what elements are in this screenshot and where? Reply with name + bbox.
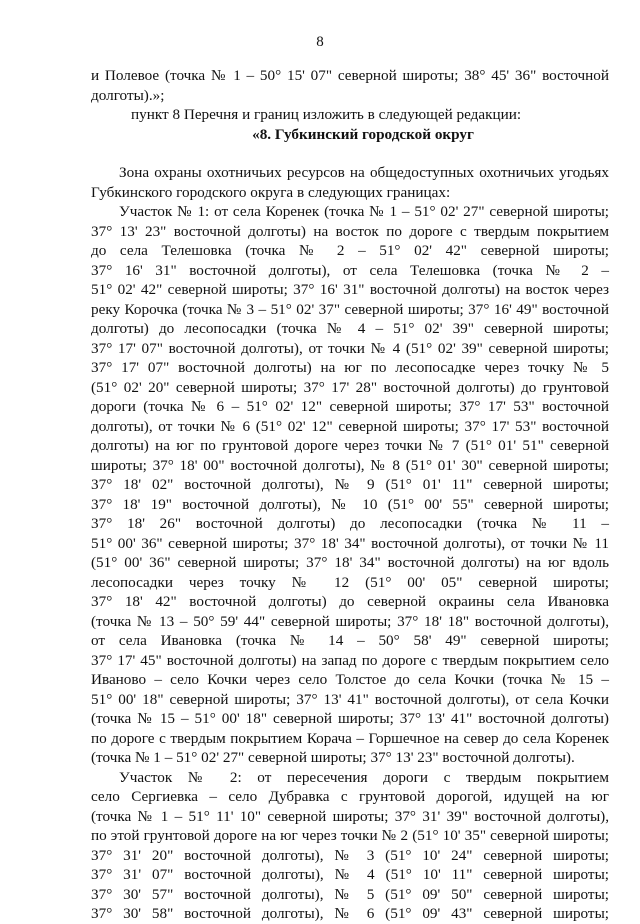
paragraph-line: (точка № 1 – 51° 02' 27" северной широты; 37° 13' 23" восточной долготы). bbox=[91, 749, 575, 766]
paragraph-line: 37° 18' 19" восточной долготы), № 10 (51° 00' 55" северной широты; bbox=[91, 495, 609, 513]
paragraph-line: от села Ивановка (точка № 14 – 50° 58' 49" северной широты; bbox=[91, 632, 609, 649]
paragraph-line: реку Корочка (точка № 3 – 51° 02' 37" северной широты; 37° 16' 49" восточной bbox=[91, 300, 609, 318]
paragraph-line: 37° 31' 20" восточной долготы), № 3 (51° 10' 24" северной широты; bbox=[91, 846, 609, 864]
paragraph-line: 37° 16' 31" восточной долготы), от села Телешовка (точка № 2 – bbox=[91, 261, 609, 279]
paragraph-line: (точка № 13 – 50° 59' 44" северной широты; 37° 18' 18" восточной долготы), bbox=[91, 612, 609, 630]
paragraph-line: 37° 17' 07" восточной долготы) на юг по лесопосадке через точку № 5 bbox=[91, 359, 609, 376]
paragraph-line: широты; 37° 18' 00" восточной долготы), № 8 (51° 01' 30" северной широты; bbox=[91, 456, 609, 474]
paragraph-line: Иваново – село Кочки через село Толстое до села Кочки (точка № 15 – bbox=[91, 671, 609, 688]
zone-intro-line: Зона охраны охотничьих ресурсов на общедоступных охотничьих угодьях bbox=[119, 164, 609, 181]
instruction-line: пункт 8 Перечня и границ изложить в следующей редакции: bbox=[131, 106, 522, 123]
paragraph-line: долготы), от точки № 6 (51° 02' 12" северной широты; 37° 17' 53" восточной bbox=[91, 417, 609, 435]
section-1-paragraph bbox=[91, 202, 609, 768]
section-heading: «8. Губкинский городской округ bbox=[252, 125, 474, 143]
paragraph-line: 51° 00' 36" северной широты; 37° 18' 34" восточной долготы), от точки № 11 bbox=[91, 534, 609, 552]
paragraph-line: лесопосадки через точку № 12 (51° 00' 05" северной широты; bbox=[91, 573, 609, 591]
paragraph-line: 37° 31' 07" восточной долготы), № 4 (51° 10' 11" северной широты; bbox=[91, 866, 609, 883]
intro-line: долготы).»; bbox=[91, 86, 165, 104]
paragraph-line: 37° 17' 07" восточной долготы), от точки № 4 (51° 02' 39" северной широты; bbox=[91, 339, 609, 357]
paragraph-line: долготы) на юг по грунтовой дороге через точки № 7 (51° 01' 51" северной bbox=[91, 437, 609, 454]
paragraph-line: 37° 18' 42" восточной долготы) до северной окраины села Ивановка bbox=[91, 593, 609, 610]
paragraph-line: до села Телешовка (точка № 2 – 51° 02' 42" северной широты; bbox=[91, 242, 609, 259]
section-2-paragraph bbox=[91, 768, 609, 924]
paragraph-line: 51° 02' 42" северной широты; 37° 16' 31" восточной долготы) на восток через bbox=[91, 281, 609, 298]
paragraph-line: 37° 30' 58" восточной долготы), № 6 (51° 09' 43" северной широты; bbox=[91, 905, 609, 922]
intro-line: и Полевое (точка № 1 – 50° 15' 07" северной широты; 38° 45' 36" восточной bbox=[91, 67, 609, 84]
page-number: 8 bbox=[316, 34, 324, 50]
paragraph-line: по дороге с твердым покрытием Корача – Горшечное на север до села Коренек bbox=[91, 729, 609, 747]
document-body bbox=[91, 66, 609, 924]
zone-intro-line: Губкинского городского округа в следующих границах: bbox=[91, 183, 451, 201]
paragraph-line: Участок № 1: от села Коренек (точка № 1 – 51° 02' 27" северной широты; bbox=[119, 203, 609, 220]
paragraph-line: дороги (точка № 6 – 51° 02' 12" северной широты; 37° 17' 53" восточной bbox=[91, 398, 609, 415]
paragraph-line: 37° 30' 57" восточной долготы), № 5 (51° 09' 50" северной широты; bbox=[91, 885, 609, 903]
paragraph-line: (51° 02' 20" северной широты; 37° 17' 28" восточной долготы) до грунтовой bbox=[91, 378, 609, 396]
paragraph-line: (точка № 15 – 51° 00' 18" северной широты; 37° 13' 41" восточной долготы) bbox=[91, 710, 609, 727]
paragraph-line: по этой грунтовой дороге на юг через точки № 2 (51° 10' 35" северной широты; bbox=[91, 827, 609, 844]
paragraph-line: Участок № 2: от пересечения дороги с твердым покрытием bbox=[119, 768, 609, 786]
paragraph-line: село Сергиевка – село Дубравка с грунтовой дорогой, идущей на юг bbox=[91, 788, 609, 805]
spacer bbox=[91, 144, 609, 163]
paragraph-line: (точка № 1 – 51° 11' 10" северной широты; 37° 31' 39" восточной долготы), bbox=[91, 807, 609, 825]
paragraph-line: 51° 00' 18" северной широты; 37° 13' 41" восточной долготы), от села Кочки bbox=[91, 690, 609, 708]
paragraph-line: (51° 00' 36" северной широты; 37° 18' 34" восточной долготы) на юг вдоль bbox=[91, 554, 609, 571]
paragraph-line: долготы) до лесопосадки (точка № 4 – 51° 02' 39" северной широты; bbox=[91, 320, 609, 337]
paragraph-line: 37° 18' 02" восточной долготы), № 9 (51° 01' 11" северной широты; bbox=[91, 476, 609, 493]
paragraph-line: 37° 13' 23" восточной долготы) на восток по дороге с твердым покрытием bbox=[91, 222, 609, 240]
paragraph-line: 37° 18' 26" восточной долготы) до лесопосадки (точка № 11 – bbox=[91, 515, 609, 532]
paragraph-line: 37° 17' 45" восточной долготы) на запад по дороге с твердым покрытием село bbox=[91, 651, 609, 669]
